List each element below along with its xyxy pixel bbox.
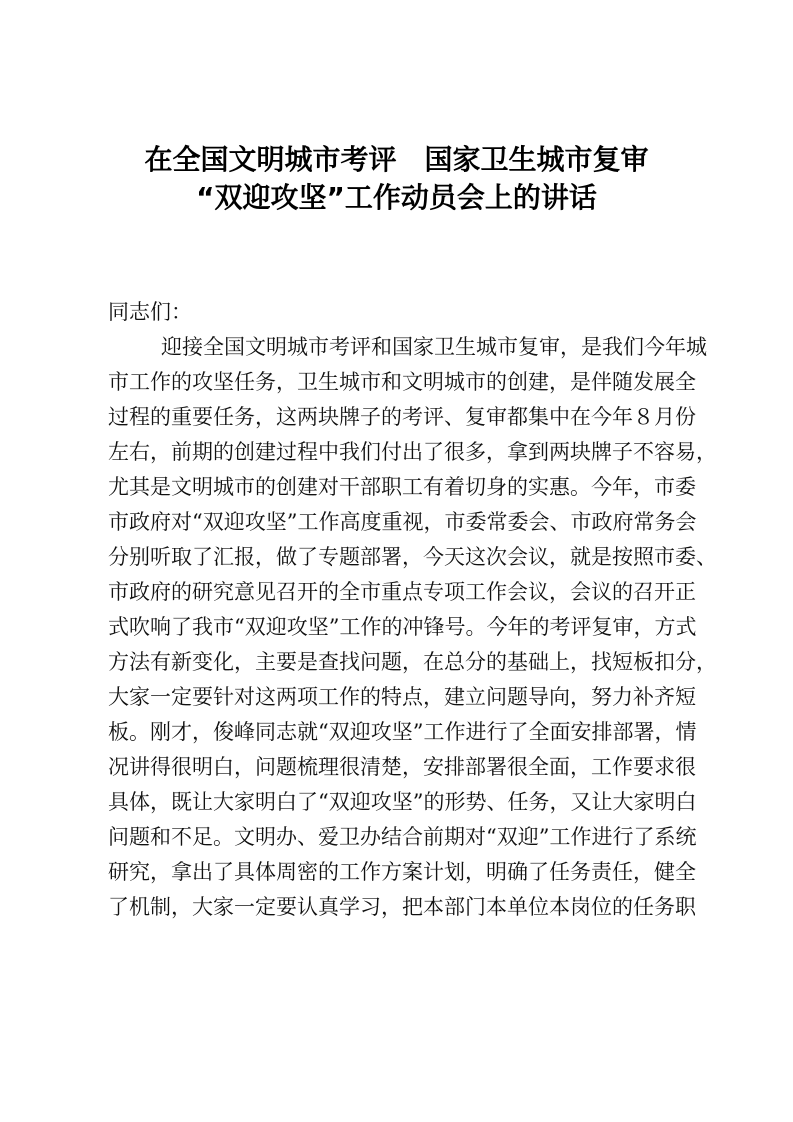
paragraph-line: 研究，拿出了具体周密的工作方案计划，明确了任务责任，健全	[108, 860, 696, 884]
document-title-line-1: 在全国文明城市考评 国家卫生城市复审	[144, 143, 649, 176]
paragraph-line: 市工作的攻坚任务，卫生城市和文明城市的创建，是伴随发展全	[108, 370, 696, 394]
document-body	[108, 295, 717, 925]
paragraph-line: 大家一定要针对这两项工作的特点，建立问题导向，努力补齐短	[108, 685, 696, 709]
paragraph-line: 了机制，大家一定要认真学习，把本部门本单位本岗位的任务职	[108, 895, 696, 919]
paragraph-line: 问题和不足。文明办、爱卫办结合前期对“双迎”工作进行了系统	[108, 825, 697, 849]
salutation: 同志们：	[108, 300, 192, 324]
paragraph-line: 市政府的研究意见召开的全市重点专项工作会议，会议的召开正	[108, 580, 696, 604]
paragraph-line: 具体，既让大家明白了“双迎攻坚”的形势、任务，又让大家明白	[108, 790, 697, 814]
paragraph-line: 况讲得很明白，问题梳理很清楚，安排部署很全面，工作要求很	[108, 755, 696, 779]
paragraph-line: 方法有新变化，主要是查找问题，在总分的基础上，找短板扣分，	[108, 650, 717, 674]
paragraph-line: 市政府对“双迎攻坚”工作高度重视，市委常委会、市政府常务会	[108, 510, 697, 534]
paragraph-line: 式吹响了我市“双迎攻坚”工作的冲锋号。今年的考评复审，方式	[108, 615, 697, 639]
paragraph-line: 板。刚才，俊峰同志就“双迎攻坚”工作进行了全面安排部署，情	[108, 720, 697, 744]
document-title-line-2: “双迎攻坚”工作动员会上的讲话	[196, 181, 597, 214]
paragraph-line: 尤其是文明城市的创建对干部职工有着切身的实惠。今年，市委	[108, 475, 696, 499]
paragraph-line: 左右，前期的创建过程中我们付出了很多，拿到两块牌子不容易，	[108, 440, 717, 464]
paragraph-line: 迎接全国文明城市考评和国家卫生城市复审，是我们今年城	[161, 335, 707, 359]
paragraph-line: 分别听取了汇报，做了专题部署，今天这次会议，就是按照市委、	[108, 545, 717, 569]
paragraph-line: 过程的重要任务，这两块牌子的考评、复审都集中在今年８月份	[108, 405, 696, 429]
